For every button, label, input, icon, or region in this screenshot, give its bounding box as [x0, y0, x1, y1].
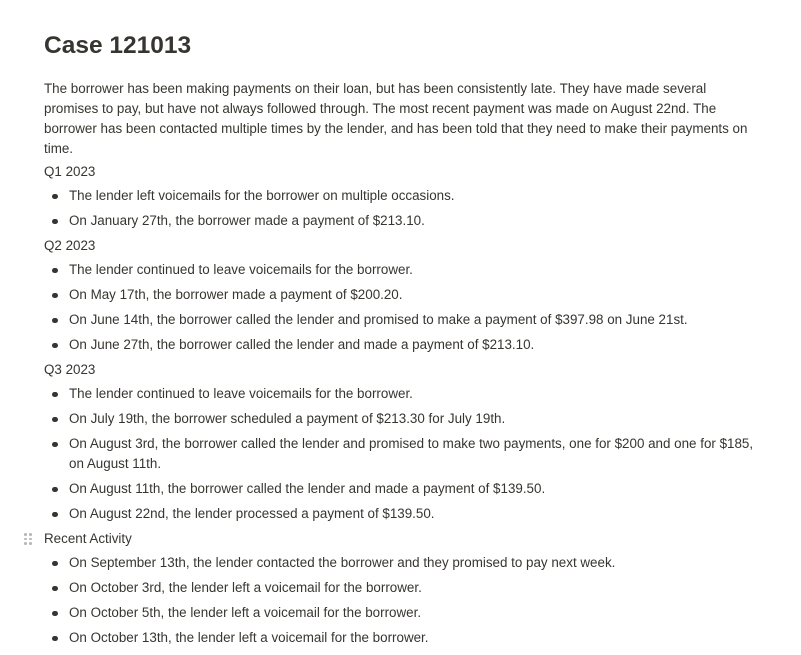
list-item[interactable]: On June 14th, the borrower called the lender and promised to make a payment of $397.98 on June 21st.	[44, 310, 764, 330]
page-title[interactable]: Case 121013	[44, 32, 192, 59]
list-item[interactable]: On August 22nd, the lender processed a payment of $139.50.	[44, 504, 764, 524]
list-item[interactable]: On June 27th, the borrower called the lender and made a payment of $213.10.	[44, 335, 764, 355]
list-item[interactable]: On October 3rd, the lender left a voicemail for the borrower.	[44, 578, 764, 598]
list-item[interactable]: On July 19th, the borrower scheduled a payment of $213.30 for July 19th.	[44, 409, 764, 429]
list-item[interactable]: On September 13th, the lender contacted the borrower and they promised to pay next week.	[44, 553, 764, 573]
case-summary[interactable]: The borrower has been making payments on their loan, but has been consistently late. They have made several promises to pay, but have not always followed through. The most recent payment was made on August 22nd. The borrower has been contacted multiple times by the lender, and has been told that they need to make their payments on time.	[44, 81, 748, 156]
document-page	[44, 30, 764, 653]
list-item[interactable]: On May 17th, the borrower made a payment of $200.20.	[44, 285, 764, 305]
list-item[interactable]: The lender left voicemails for the borrower on multiple occasions.	[44, 186, 764, 206]
list-item[interactable]: On August 3rd, the borrower called the lender and promised to make two payments, one for $200 and one for $185, on August 11th.	[44, 434, 764, 474]
section-heading-recent-activity[interactable]	[44, 529, 764, 549]
list-item[interactable]: On October 13th, the lender left a voicemail for the borrower.	[44, 628, 764, 648]
bullet-list-recent-activity	[44, 553, 764, 648]
list-item[interactable]: The lender continued to leave voicemails for the borrower.	[44, 384, 764, 404]
list-item[interactable]: On January 27th, the borrower made a payment of $213.10.	[44, 211, 764, 231]
drag-handle-icon[interactable]	[24, 533, 33, 545]
section-heading-q1[interactable]: Q1 2023	[44, 164, 96, 179]
section-heading-q3[interactable]: Q3 2023	[44, 362, 96, 377]
bullet-list-q2	[44, 260, 764, 355]
section-heading-label: Recent Activity	[44, 531, 132, 546]
bullet-list-q1	[44, 186, 764, 231]
list-item[interactable]: The lender continued to leave voicemails for the borrower.	[44, 260, 764, 280]
list-item[interactable]: On October 5th, the lender left a voicemail for the borrower.	[44, 603, 764, 623]
bullet-list-q3	[44, 384, 764, 524]
list-item[interactable]: On August 11th, the borrower called the lender and made a payment of $139.50.	[44, 479, 764, 499]
section-heading-q2[interactable]: Q2 2023	[44, 238, 96, 253]
